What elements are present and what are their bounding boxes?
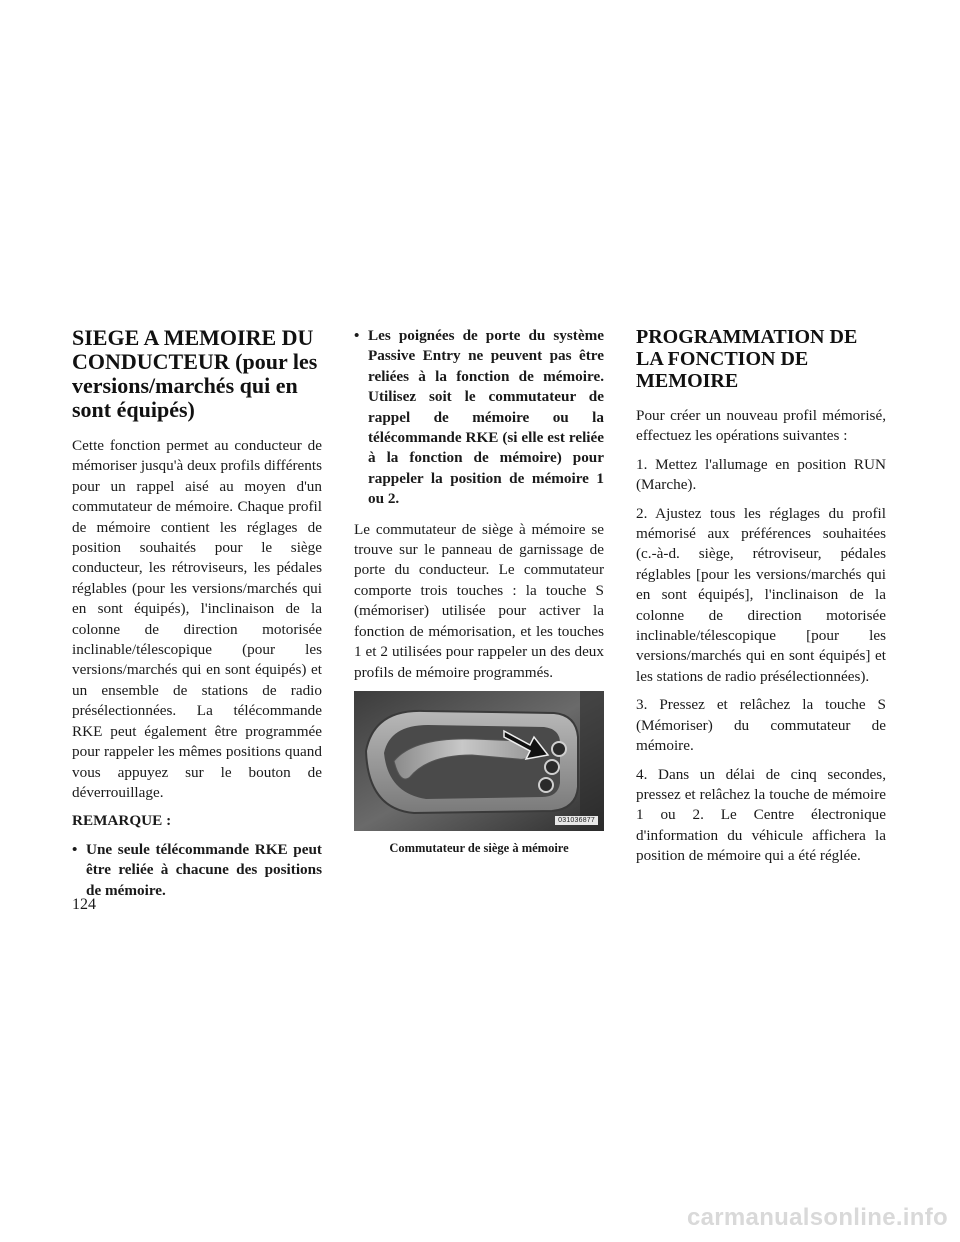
intro-paragraph: Pour créer un nouveau profil mémorisé, effectuez les opérations suivantes : [636,407,886,445]
memory-switch-photo [354,691,604,831]
bullet-item [72,840,322,901]
door-handle-illustration [354,691,604,831]
bullet-text: Les poignées de porte du système Passive Entry ne peuvent pas être reliées à la fonction de mémoire. Utilisez soit le commutateur de rappel de mémoire ou la télécommande RKE (si elle est reliée à la fonction de mémoire) pour rappeler la position de mémoire 1 ou 2. [368,327,604,508]
intro-paragraph: Cette fonction permet au conducteur de mémoriser jusqu'à deux profils différents pour un rappel aisé au moyen d'un commutateur de mémoire. Chaque profil de mémoire contient les réglages de position souhaités pour le siège conducteur, les rétroviseurs, les pédales réglables (pour les versions/marchés qui en sont équipés), l'inclinaison de la colonne de direction motorisée inclinable/télescopique (pour les versions/marchés qui en sont équipés) et un ensemble de stations de radio présélectionnées. La télécommande RKE peut également être programmée pour rappeler les mêmes positions quand vous appuyez sur le bouton de déverrouillage. [72,437,322,801]
step-1: 1. Mettez l'allumage en position RUN (Marche). [636,455,886,494]
step-4: 4. Dans un délai de cinq secondes, pressez et relâchez la touche de mémoire 1 ou 2. Le Centre électronique d'information du véhicule affichera la position de mémoire qui a été réglée. [636,765,886,865]
bullet-item [354,326,604,510]
page-number: 124 [72,896,96,913]
bullet-icon: • [72,840,78,858]
section-title: SIEGE A MEMOIRE DU CONDUCTEUR (pour les versions/marchés qui en sont équipés) [72,325,318,422]
left-column [72,326,322,911]
section-title: PROGRAMMATION DE LA FONCTION DE MEMOIRE [636,326,858,392]
switch-paragraph: Le commutateur de siège à mémoire se trouve sur le panneau de garnissage de porte du conducteur. Le commutateur comporte trois touches : la touche S (mémoriser) utilisée pour activer la fonction de mémorisation, et les touches 1 et 2 utilisées pour rappeler un des deux profils de mémoire programmés. [354,520,604,681]
step-3: 3. Pressez et relâchez la touche S (Mémoriser) du commutateur de mémoire. [636,696,886,755]
watermark: carmanualsonline.info [686,1204,948,1231]
middle-column [354,326,604,856]
bullet-icon: • [354,327,360,344]
step-2: 2. Ajustez tous les réglages du profil mémorisé aux préférences souhaitées (c.-à-d. siège, rétroviseur, pédales réglables [pour les versions/marchés qui en sont équipés], l'inclinaison de la colonne de direction motorisée inclinable/télescopique [pour les versions/marchés qui en sont équipés] et les stations de radio présélectionnées). [636,504,886,685]
figure-code: 031036877 [555,816,598,825]
right-column [636,326,886,875]
figure-caption: Commutateur de siège à mémoire [389,840,569,855]
bullet-text: Une seule télécommande RKE peut être reliée à chacune des positions de mémoire. [86,840,322,899]
note-label: REMARQUE : [72,812,172,830]
